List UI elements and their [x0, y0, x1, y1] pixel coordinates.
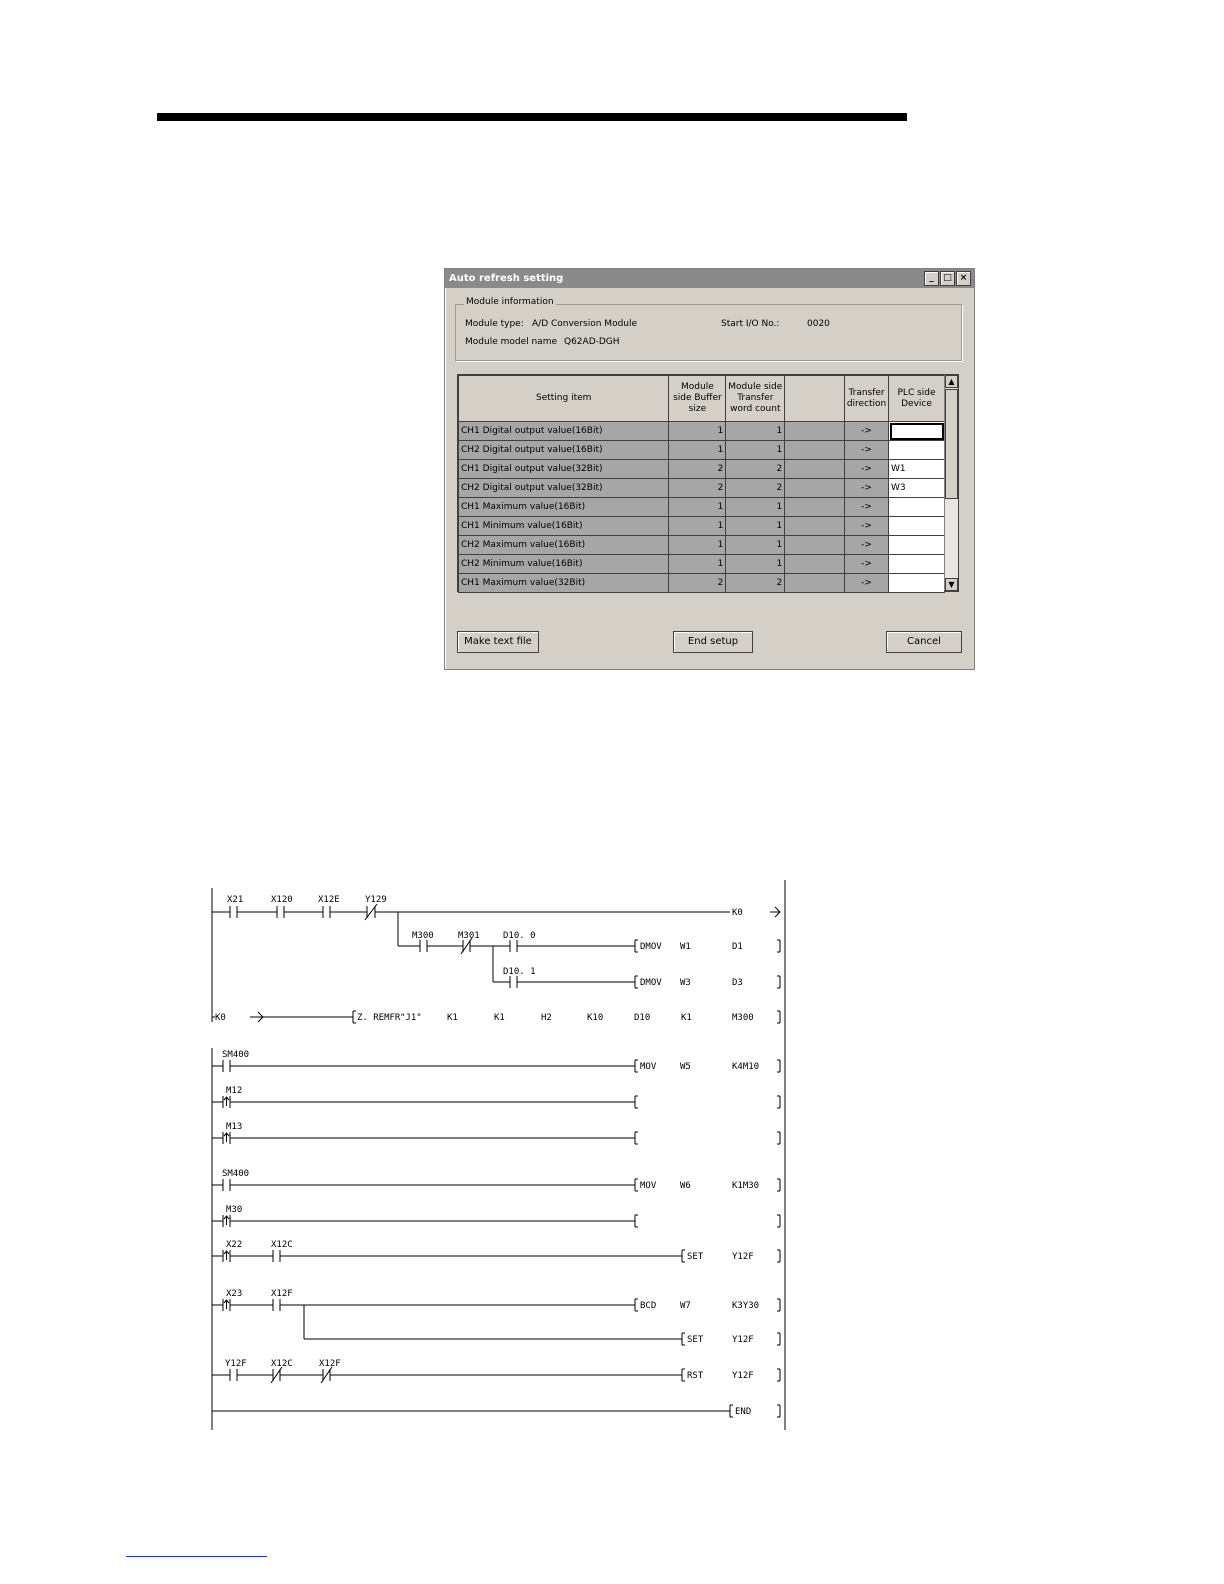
setting-item-cell: CH2 Minimum value(16Bit)	[459, 555, 669, 574]
blank-cell	[785, 479, 845, 498]
buffer-size-cell: 1	[669, 422, 726, 441]
plc-device-cell[interactable]	[889, 441, 945, 460]
setting-item-cell: CH1 Digital output value(32Bit)	[459, 460, 669, 479]
operand: W5	[680, 1062, 691, 1072]
contact-label: X23	[226, 1289, 243, 1299]
group-legend: Module information	[466, 297, 554, 307]
table-row[interactable]	[459, 517, 945, 536]
col-blank	[785, 376, 845, 422]
operand: K1	[494, 1013, 505, 1023]
maximize-icon[interactable]: □	[940, 271, 955, 286]
contact-label: X21	[227, 895, 244, 905]
operand: H2	[541, 1013, 552, 1023]
instruction: SET	[687, 1335, 704, 1345]
auto-refresh-dialog	[444, 268, 975, 670]
setting-item-cell: CH1 Digital output value(16Bit)	[459, 422, 669, 441]
buffer-size-cell: 1	[669, 536, 726, 555]
operand: K1	[681, 1013, 692, 1023]
operand: K1M30	[732, 1181, 760, 1191]
operand: D10	[634, 1013, 651, 1023]
buffer-size-cell: 1	[669, 517, 726, 536]
start-io-value: 0020	[807, 319, 830, 329]
transfer-direction-cell: ->	[845, 574, 889, 593]
plc-device-cell[interactable]	[889, 498, 945, 517]
dialog-titlebar	[445, 269, 974, 288]
transfer-direction-cell: ->	[845, 479, 889, 498]
contact-label: M300	[412, 931, 434, 941]
setting-item-cell: CH1 Maximum value(32Bit)	[459, 574, 669, 593]
footer-rule	[126, 1556, 267, 1557]
blank-cell	[785, 536, 845, 555]
operand: W7	[680, 1301, 691, 1311]
contact-label: M13	[226, 1122, 243, 1132]
instruction: DMOV	[640, 942, 662, 952]
dialog-title: Auto refresh setting	[449, 273, 564, 284]
operand: W1	[680, 942, 691, 952]
operand: K10	[587, 1013, 604, 1023]
scroll-thumb[interactable]	[945, 389, 958, 499]
col-setting-item: Setting item	[459, 376, 669, 422]
operand: K1	[447, 1013, 458, 1023]
transfer-direction-cell: ->	[845, 498, 889, 517]
blank-cell	[785, 555, 845, 574]
contact-label: SM400	[222, 1050, 250, 1060]
contact-label: X22	[226, 1240, 243, 1250]
setting-item-cell: CH2 Digital output value(32Bit)	[459, 479, 669, 498]
buffer-size-cell: 2	[669, 479, 726, 498]
blank-cell	[785, 498, 845, 517]
cancel-button[interactable]: Cancel	[886, 631, 962, 653]
contact-label: Y12F	[225, 1359, 247, 1369]
contact-label: D10. 1	[503, 967, 536, 977]
module-model-label: Module model name	[465, 337, 557, 347]
refresh-grid	[457, 374, 959, 592]
ladder-diagram	[205, 880, 805, 1435]
contact-label: X12E	[318, 895, 340, 905]
table-row[interactable]	[459, 574, 945, 593]
word-count-cell: 1	[726, 517, 785, 536]
contact-label: X12C	[271, 1359, 293, 1369]
table-row[interactable]	[459, 498, 945, 517]
contact-label: SM400	[222, 1169, 250, 1179]
module-type-value: A/D Conversion Module	[532, 319, 638, 329]
vertical-scrollbar[interactable]	[944, 375, 958, 591]
transfer-direction-cell: ->	[845, 422, 889, 441]
operand: D1	[732, 942, 743, 952]
contact-label: M301	[458, 931, 480, 941]
plc-device-cell[interactable]: W1	[889, 460, 945, 479]
plc-device-cell[interactable]: W3	[889, 479, 945, 498]
scroll-up-icon[interactable]: ▲	[945, 375, 958, 388]
transfer-direction-cell: ->	[845, 441, 889, 460]
word-count-cell: 2	[726, 479, 785, 498]
setting-item-cell: CH2 Digital output value(16Bit)	[459, 441, 669, 460]
operand: D3	[732, 978, 743, 988]
contact-label: X12F	[319, 1359, 341, 1369]
blank-cell	[785, 422, 845, 441]
plc-device-cell[interactable]	[889, 555, 945, 574]
operand: W3	[680, 978, 691, 988]
label-ref: K0	[215, 1013, 226, 1023]
instruction: Z. REMFR	[357, 1013, 401, 1023]
table-row[interactable]	[459, 441, 945, 460]
module-information-group	[455, 297, 962, 361]
table-row[interactable]	[459, 460, 945, 479]
blank-cell	[785, 460, 845, 479]
setting-item-cell: CH2 Maximum value(16Bit)	[459, 536, 669, 555]
word-count-cell: 2	[726, 460, 785, 479]
operand: K3Y30	[732, 1301, 760, 1311]
col-plc-device: PLC side Device	[889, 376, 945, 422]
contact-label: X12F	[271, 1289, 293, 1299]
plc-device-cell[interactable]	[889, 422, 945, 441]
word-count-cell: 1	[726, 422, 785, 441]
module-model-value: Q62AD-DGH	[564, 337, 620, 347]
minimize-icon[interactable]: _	[924, 271, 939, 286]
table-row[interactable]	[459, 555, 945, 574]
col-word-count: Module side Transfer word count	[726, 376, 785, 422]
refresh-table	[458, 375, 945, 593]
instruction: RST	[687, 1371, 704, 1381]
word-count-cell: 1	[726, 536, 785, 555]
instruction: MOV	[640, 1181, 657, 1191]
buffer-size-cell: 1	[669, 498, 726, 517]
transfer-direction-cell: ->	[845, 517, 889, 536]
contact-label: Y129	[365, 895, 387, 905]
col-buffer-size: Module side Buffer size	[669, 376, 726, 422]
close-icon[interactable]: ×	[956, 271, 971, 286]
buffer-size-cell: 1	[669, 441, 726, 460]
instruction: MOV	[640, 1062, 657, 1072]
instruction: END	[735, 1407, 752, 1417]
word-count-cell: 1	[726, 555, 785, 574]
contact-label: D10. 0	[503, 931, 536, 941]
operand: "J1"	[400, 1013, 422, 1023]
blank-cell	[785, 517, 845, 536]
operand: W6	[680, 1181, 691, 1191]
buffer-size-cell: 2	[669, 460, 726, 479]
blank-cell	[785, 574, 845, 593]
contact-label: M30	[226, 1205, 243, 1215]
table-row[interactable]	[459, 422, 945, 441]
plc-device-cell[interactable]	[889, 574, 945, 593]
operand: Y12F	[732, 1252, 754, 1262]
section-rule	[157, 113, 907, 121]
setting-item-cell: CH1 Maximum value(16Bit)	[459, 498, 669, 517]
transfer-direction-cell: ->	[845, 460, 889, 479]
instruction: DMOV	[640, 978, 662, 988]
end-setup-button[interactable]: End setup	[673, 631, 753, 653]
contact-label: X12C	[271, 1240, 293, 1250]
blank-cell	[785, 441, 845, 460]
contact-label: X120	[271, 895, 293, 905]
instruction: SET	[687, 1252, 704, 1262]
plc-device-cell[interactable]	[889, 536, 945, 555]
label-ref: K0	[732, 908, 743, 918]
operand: Y12F	[732, 1371, 754, 1381]
buffer-size-cell: 1	[669, 555, 726, 574]
plc-device-cell[interactable]	[889, 517, 945, 536]
operand: Y12F	[732, 1335, 754, 1345]
instruction: BCD	[640, 1301, 657, 1311]
word-count-cell: 2	[726, 574, 785, 593]
transfer-direction-cell: ->	[845, 536, 889, 555]
table-row[interactable]	[459, 479, 945, 498]
make-text-file-button[interactable]: Make text file	[457, 631, 539, 653]
start-io-label: Start I/O No.:	[721, 319, 780, 329]
table-row[interactable]	[459, 536, 945, 555]
transfer-direction-cell: ->	[845, 555, 889, 574]
col-transfer-direction: Transfer direction	[845, 376, 889, 422]
setting-item-cell: CH1 Minimum value(16Bit)	[459, 517, 669, 536]
module-type-label: Module type:	[465, 319, 524, 329]
contact-label: M12	[226, 1086, 243, 1096]
word-count-cell: 1	[726, 498, 785, 517]
word-count-cell: 1	[726, 441, 785, 460]
scroll-down-icon[interactable]: ▼	[945, 578, 958, 591]
buffer-size-cell: 2	[669, 574, 726, 593]
operand: M300	[732, 1013, 754, 1023]
operand: K4M10	[732, 1062, 760, 1072]
